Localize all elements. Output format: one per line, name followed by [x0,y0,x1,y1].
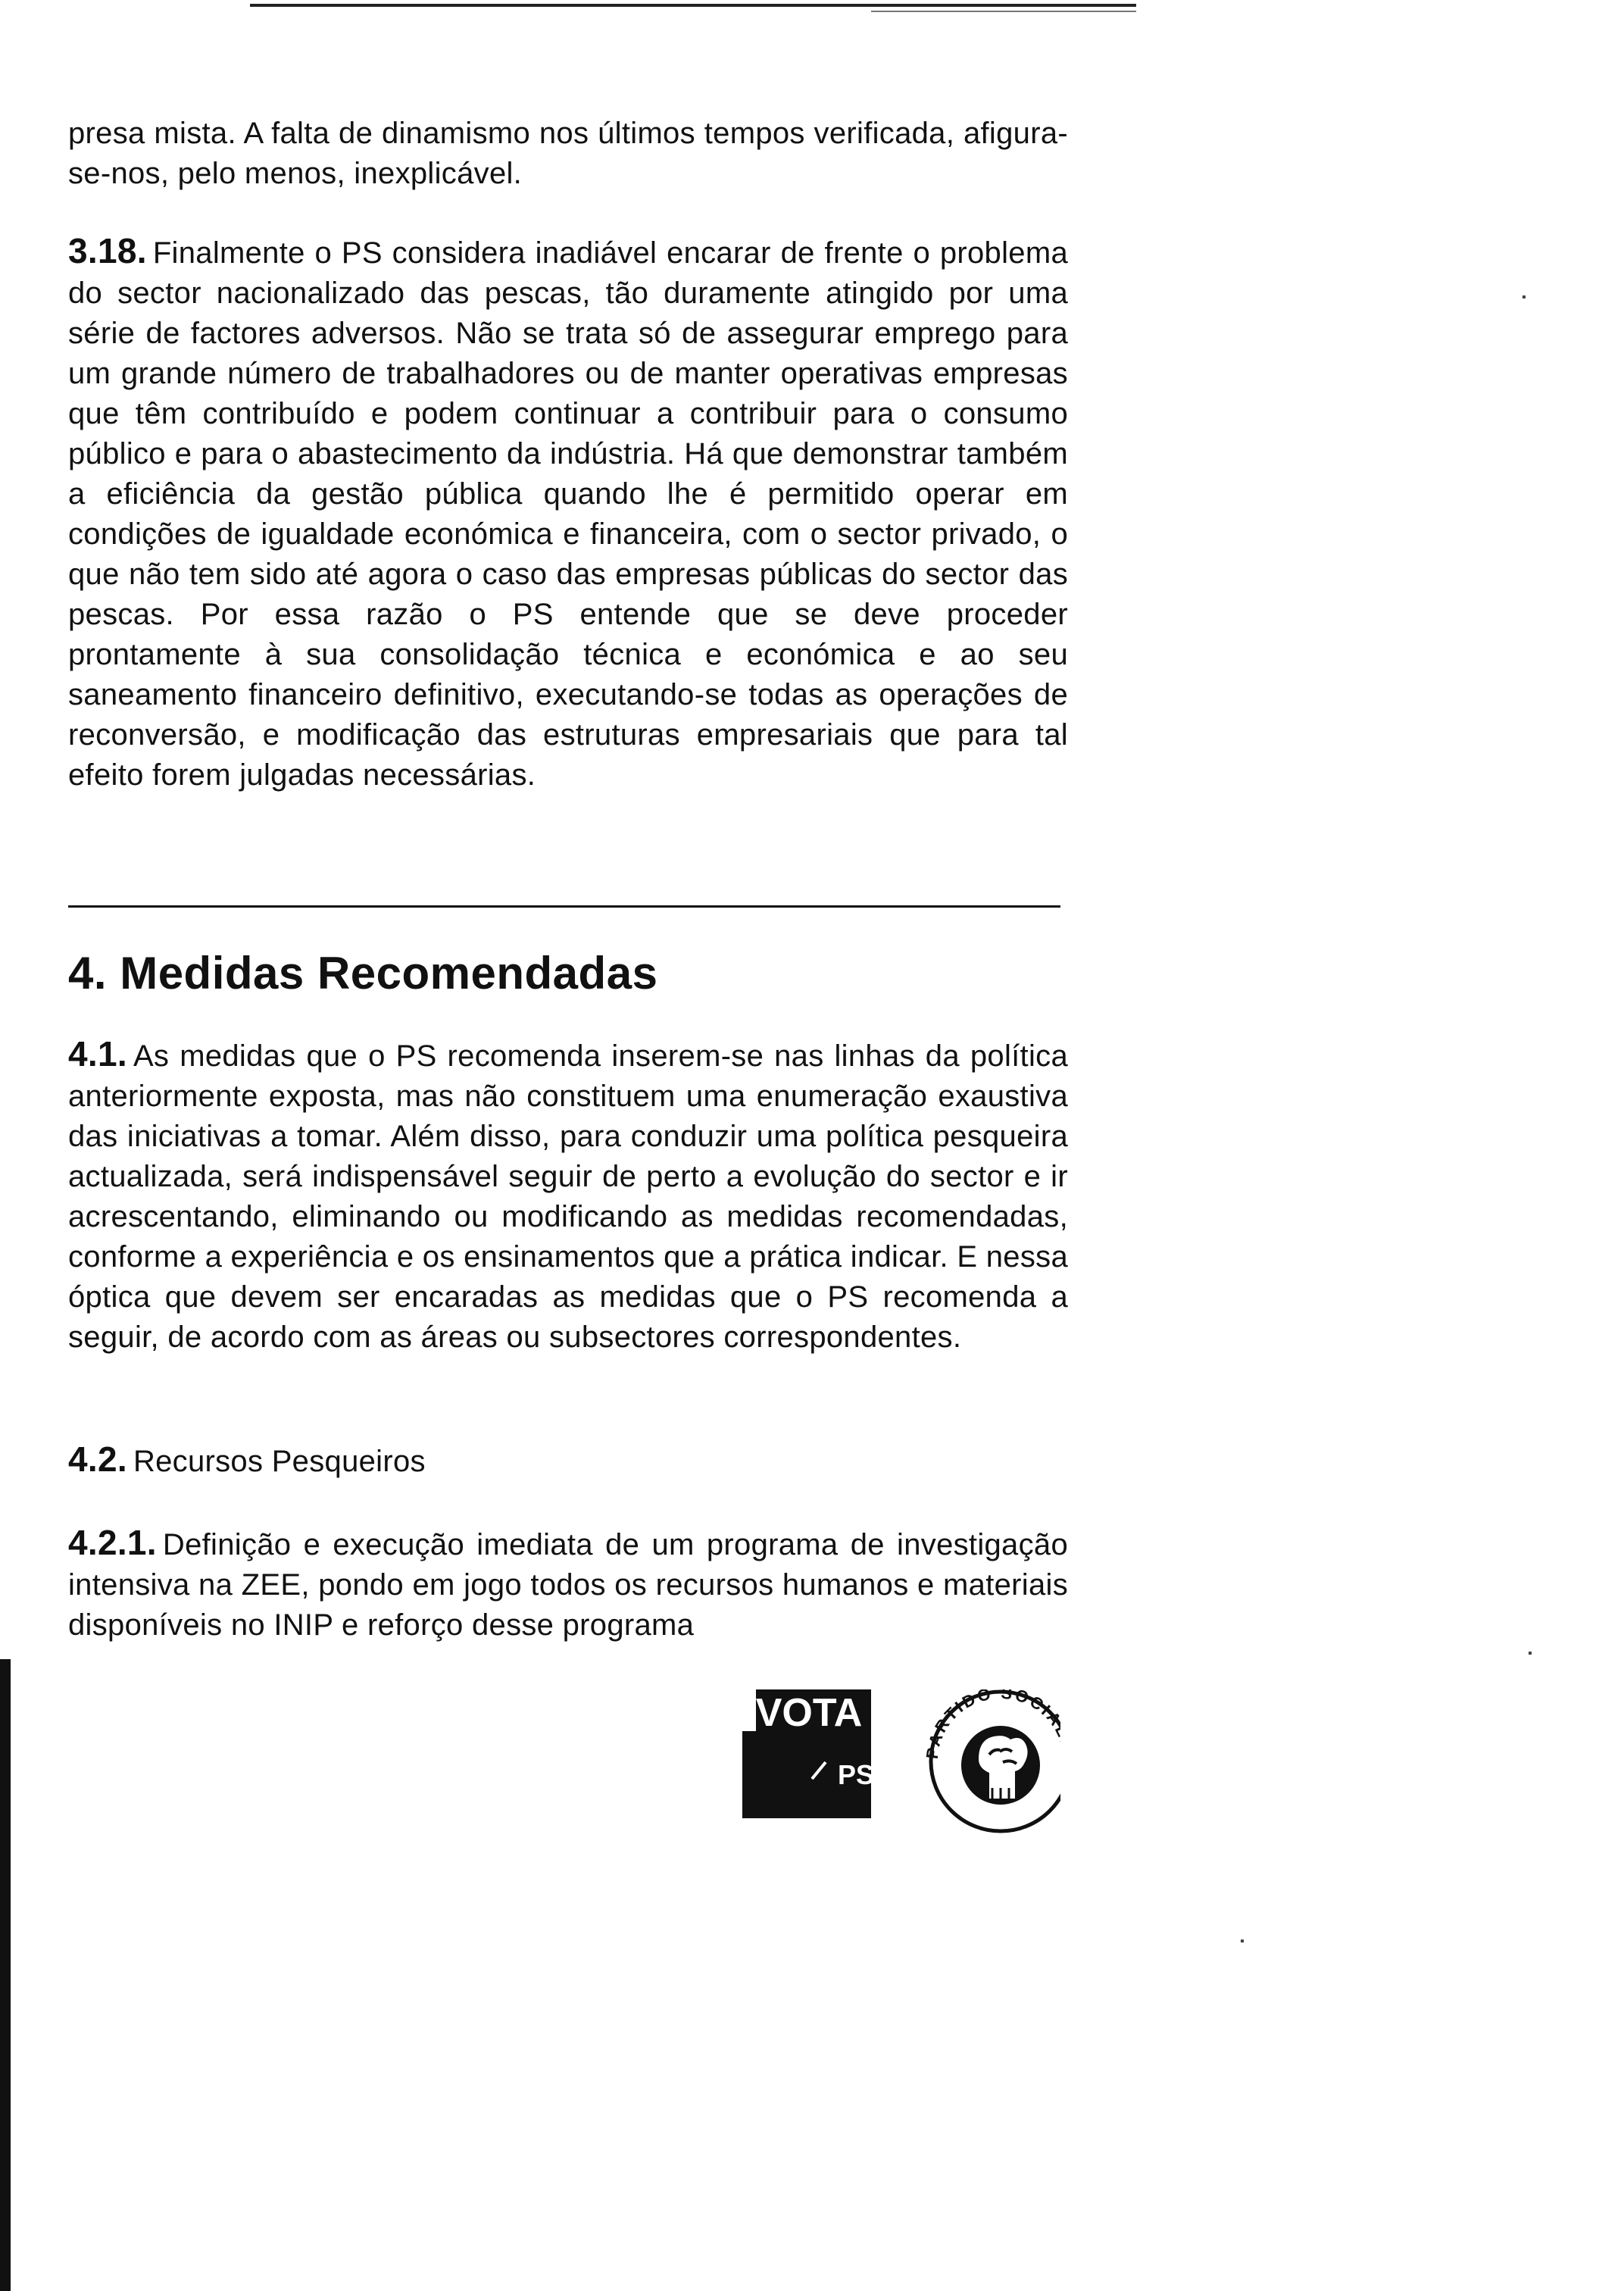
paragraph-4-2 [68,1439,1068,1482]
section-heading: 4. Medidas Recomendadas [68,948,658,999]
subsection-title: Recursos Pesqueiros [133,1445,426,1478]
scan-edge-bar [0,1659,11,2291]
paragraph-number: 4.1. [68,1034,127,1074]
vota-text: VOTA [755,1691,863,1735]
paragraph-4-1 [68,1034,1068,1358]
top-rule [250,4,1136,7]
paragraph-text: Definição e execução imediata de um programa de investigação intensiva na ZEE, pondo em jogo todos os recursos humanos e materiais disponíveis no INIP e reforço desse programa [68,1528,1068,1642]
ps-text: PS [837,1759,875,1790]
paragraph-number: 4.2.1. [68,1523,157,1562]
paragraph-text: As medidas que o PS recomenda inserem-se nas linhas da política anteriormente exposta, mas não constituem uma enumeração exaustiva das iniciativas a tomar. Além disso, para conduzir uma política pesqueira actualizada, será indispensável seguir de perto a evolução do sector e ir acrescentando, eliminando ou modificando as medidas recomendadas, conforme a experiência e os ensinamentos que a prática indicar. E nessa óptica que devem ser encaradas as medidas que o PS recomenda a seguir, de acordo com as áreas ou subsectores correspondentes. [68,1039,1068,1354]
vota-ps-logo [742,1689,1060,1833]
svg-text:PARTIDO SOCIALISTA: PARTIDO SOCI [922,1689,1056,1761]
section-text: Finalmente o PS considera inadiável encarar de frente o problema do sector nacionalizado das pescas, tão duramente atingido por uma série de factores adversos. Não se trata só de assegurar emprego para um grande número de trabalhadores ou de manter operativas empresas que têm contribuído e podem continuar a contribuir para o consumo público e para o abastecimento da indústria. Há que demonstrar também a eficiência da gestão pública quando lhe é permitido operar em condições de igualdade económica e financeira, com o sector privado, o que não tem sido até agora o caso das empresas públicas do sector das pescas. Por essa razão o PS entende que se deve proceder prontamente à sua consolidação técnica e económica e ao seu saneamento financeiro definitivo, executando-se todas as operações de reconversão, e modificação das estruturas empresariais que para tal efeito forem julgadas necessárias. [68,236,1068,792]
top-rule-secondary [871,11,1136,12]
section-divider [68,905,1060,908]
continuation-paragraph [68,114,1068,194]
scan-speck [1522,295,1526,298]
continuation-text: presa mista. A falta de dinamismo nos últimos tempos verificada, afigura-se-nos, pelo menos, inexplicável. [68,117,1068,190]
scan-speck [1241,1939,1244,1943]
scan-speck [1529,1652,1532,1655]
subsection-number: 4.2. [68,1439,127,1479]
section-3-18 [68,231,1068,795]
party-logos [742,1689,1060,1833]
section-number: 3.18. [68,231,147,270]
paragraph-4-2-1 [68,1523,1068,1646]
